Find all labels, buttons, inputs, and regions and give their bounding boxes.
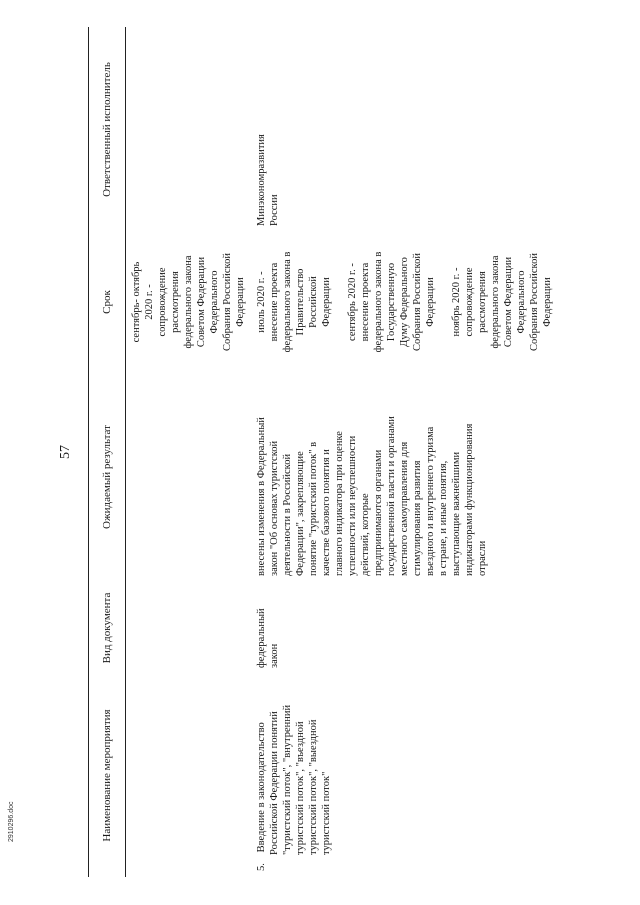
executor-line: России bbox=[269, 194, 280, 226]
result-line: предпринимаются органами bbox=[373, 449, 384, 576]
deadline-cell bbox=[251, 232, 558, 372]
deadline-line: Советом Федерации bbox=[196, 256, 207, 348]
page-number: 57 bbox=[58, 445, 73, 459]
result-line: деятельности в Российской bbox=[282, 453, 293, 576]
header-document-type: Вид документа bbox=[89, 582, 126, 674]
deadline-line: федерального закона bbox=[183, 255, 194, 349]
deadline-line: федерального закона bbox=[490, 255, 501, 349]
carry-executor-cell bbox=[126, 27, 252, 232]
deadline-line: июль 2020 г. - bbox=[256, 271, 267, 333]
result-line: государственной власти и органами bbox=[386, 416, 397, 576]
result-line: успешности или неуспешности bbox=[347, 435, 358, 576]
deadline-line: Федерального bbox=[209, 270, 220, 334]
result-line: главного индикатора при оценке bbox=[334, 431, 345, 576]
deadline-line: сентябрь 2020 г. - bbox=[347, 263, 358, 341]
deadline-line: Федерации bbox=[542, 277, 553, 327]
deadline-spacer bbox=[333, 238, 346, 366]
deadline-line: внесение проекта bbox=[269, 262, 280, 342]
result-line: закон "Об основах туристской bbox=[269, 440, 280, 576]
measure-name-line: Российской Федерации понятий bbox=[269, 711, 280, 855]
deadline-line: Думу Федерального bbox=[399, 257, 410, 347]
measure-name-line: туристский поток", "въездной bbox=[295, 721, 306, 855]
result-line: въездного и внутреннего туризма bbox=[425, 426, 436, 576]
result-line: в стране, и иные понятия, bbox=[438, 460, 449, 576]
deadline-line: Федерации bbox=[235, 277, 246, 327]
result-line: индикаторами функционирования bbox=[464, 423, 475, 576]
deadline-line: Советом Федерации bbox=[503, 256, 514, 348]
header-expected-result: Ожидаемый результат bbox=[89, 372, 126, 582]
table-header-row bbox=[89, 27, 126, 877]
deadline-line: Правительство bbox=[295, 268, 306, 336]
deadline-line: Собрания Российской bbox=[222, 253, 233, 351]
deadline-line: Федерации bbox=[321, 277, 332, 327]
measure-name-cell bbox=[251, 674, 558, 877]
measure-name-line: Введение в законодательство bbox=[256, 722, 267, 853]
deadline-line: сопровождение bbox=[157, 267, 168, 337]
carry-deadline-cell bbox=[126, 232, 252, 372]
measure-name-line: туристский поток", "выездной bbox=[308, 719, 319, 855]
measures-table bbox=[88, 27, 558, 877]
document-file-code: 2910296.doc bbox=[8, 801, 15, 842]
result-line: качестве базового понятия и bbox=[321, 449, 332, 576]
result-line: действий, которые bbox=[360, 493, 371, 576]
deadline-line: сопровождение bbox=[464, 267, 475, 337]
deadline-line: 2020 г. - bbox=[144, 284, 155, 320]
row-number: 5. bbox=[256, 863, 267, 871]
deadline-line: рассмотрения bbox=[170, 271, 181, 333]
deadline-line: Собрания Российской bbox=[412, 253, 423, 351]
document-type-cell: федеральный закон bbox=[256, 608, 280, 668]
deadline-line: рассмотрения bbox=[477, 271, 488, 333]
executor-line: Минэкономразвития bbox=[256, 134, 267, 226]
header-measure-name: Наименование мероприятия bbox=[89, 674, 126, 877]
deadline-line: Государственную bbox=[386, 262, 397, 342]
result-line: отрасли bbox=[477, 540, 488, 576]
carry-result-cell bbox=[126, 372, 252, 582]
deadline-line: федерального закона в bbox=[373, 251, 384, 353]
deadline-line: Федерального bbox=[516, 270, 527, 334]
executor-cell bbox=[251, 27, 558, 232]
deadline-line: Российской bbox=[308, 276, 319, 328]
result-line: Федерации", закрепляющие bbox=[295, 451, 306, 576]
carry-doc-type-cell bbox=[126, 582, 252, 674]
result-line: местного самоуправления для bbox=[399, 441, 410, 576]
deadline-line: сентябрь- октябрь bbox=[131, 261, 142, 343]
deadline-line: Собрания Российской bbox=[529, 253, 540, 351]
result-line: понятие "туристский поток" в bbox=[308, 441, 319, 576]
result-line: выступающие важнейшими bbox=[451, 451, 462, 576]
measure-name-line: туристский поток" bbox=[321, 771, 332, 855]
rotated-page-sheet bbox=[52, 27, 588, 877]
deadline-line: федерального закона в bbox=[282, 251, 293, 353]
measure-name-line: "туристский поток", "внутренний bbox=[282, 704, 293, 855]
result-line: стимулирования развития bbox=[412, 460, 423, 576]
result-line: внесены изменения в Федеральный bbox=[256, 417, 267, 576]
header-executor: Ответственный исполнитель bbox=[89, 27, 126, 232]
table-row bbox=[251, 27, 558, 877]
deadline-line: ноябрь 2020 г. - bbox=[451, 267, 462, 337]
deadline-spacer bbox=[437, 238, 450, 366]
table-row bbox=[126, 27, 252, 877]
expected-result-cell bbox=[251, 372, 558, 582]
deadline-line: Федерации bbox=[425, 277, 436, 327]
header-deadline: Срок bbox=[89, 232, 126, 372]
carry-name-cell bbox=[126, 674, 252, 877]
deadline-line: внесение проекта bbox=[360, 262, 371, 342]
